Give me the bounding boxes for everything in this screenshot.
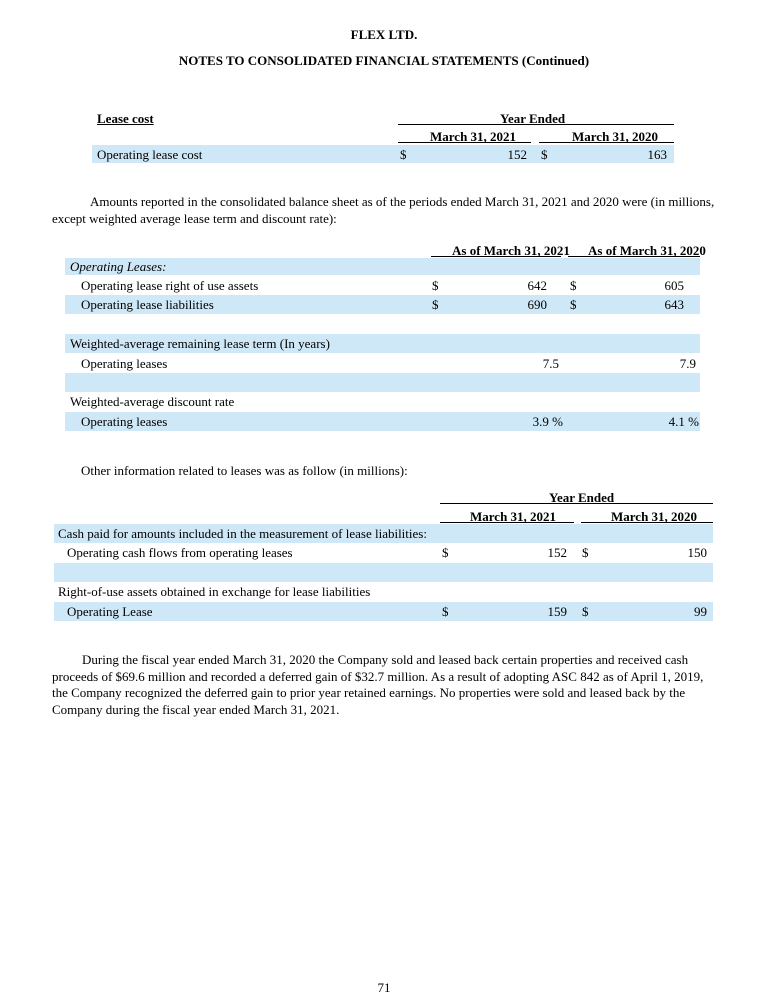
paragraph-other-info: Other information related to leases was as follow (in millions): [81, 463, 408, 478]
lease-liabilities-label: Operating lease liabilities [81, 297, 214, 312]
paragraph-sale-leaseback: During the fiscal year ended March 31, 2020 the Company sold and leased back certain properties and received cash proceeds of $69.6 million and recorded a deferred gain of $32.7 million. As a result of adopting ASC 842 as of April 1, 2019, the Company recognized the deferred gain to prior year retained earnings. No properties were sold and leased back by the Company during the fiscal year ended March 31, 2021. [52, 652, 704, 717]
operating-leases-section: Operating Leases: [70, 259, 167, 274]
col-rule-2021 [431, 256, 561, 257]
lease-term-label: Weighted-average remaining lease term (In years) [70, 336, 330, 351]
operating-cash-flows-label: Operating cash flows from operating leases [67, 545, 293, 560]
lease-cost-2021: 152 [507, 147, 527, 162]
operating-cash-flows-2020: 150 [687, 545, 707, 560]
lease-cost-label: Lease cost [97, 111, 154, 126]
cash-paid-label: Cash paid for amounts included in the measurement of lease liabilities: [58, 526, 427, 541]
col-rule-2020 [581, 522, 713, 523]
lease-term-2021: 7.5 [542, 356, 559, 371]
page-title: NOTES TO CONSOLIDATED FINANCIAL STATEMENTS (Continued) [178, 53, 590, 68]
operating-lease-cost-label: Operating lease cost [97, 147, 203, 162]
currency-symbol: $ [442, 604, 449, 619]
currency-symbol: $ [582, 604, 589, 619]
row-shade [54, 563, 713, 582]
currency-symbol: $ [432, 297, 439, 312]
discount-rate-label: Weighted-average discount rate [70, 394, 235, 409]
company-name: FLEX LTD. [350, 27, 418, 42]
rou-assets-label: Operating lease right of use assets [81, 278, 259, 293]
row-shade [65, 373, 700, 392]
col-header-2020: March 31, 2020 [572, 129, 659, 144]
discount-rate-2021: 3.9 % [532, 414, 563, 429]
col-header-2021: March 31, 2021 [430, 129, 517, 144]
rou-assets-2021: 642 [527, 278, 547, 293]
currency-symbol: $ [432, 278, 439, 293]
col-rule-2021 [398, 142, 531, 143]
paragraph-balance-sheet-intro: Amounts reported in the consolidated balance sheet as of the periods ended March 31, 2021 and 2020 were (in millions, except weighted average lease term and discount rate): [52, 194, 715, 226]
lease-liabilities-2020: 643 [664, 297, 684, 312]
header-rule [440, 503, 713, 504]
col-rule-2020 [539, 142, 674, 143]
currency-symbol: $ [400, 147, 407, 162]
col-header-2021: As of March 31, 2021 [452, 243, 570, 258]
col-header-2020: As of March 31, 2020 [588, 243, 706, 258]
operating-lease-row-label: Operating Lease [67, 604, 153, 619]
col-header-2020: March 31, 2020 [611, 509, 698, 524]
year-ended-header: Year Ended [500, 111, 566, 126]
currency-symbol: $ [442, 545, 449, 560]
lease-term-2020: 7.9 [679, 356, 696, 371]
currency-symbol: $ [570, 297, 577, 312]
currency-symbol: $ [582, 545, 589, 560]
col-header-2021: March 31, 2021 [470, 509, 557, 524]
currency-symbol: $ [541, 147, 548, 162]
discount-rate-2020: 4.1 % [668, 414, 699, 429]
col-rule-2021 [440, 522, 574, 523]
operating-lease-2021: 159 [547, 604, 567, 619]
lease-cost-2020: 163 [647, 147, 667, 162]
year-ended-header: Year Ended [549, 490, 615, 505]
lease-term-row-label: Operating leases [81, 356, 168, 371]
page-number: 71 [377, 980, 391, 995]
discount-rate-row-label: Operating leases [81, 414, 168, 429]
currency-symbol: $ [570, 278, 577, 293]
lease-liabilities-2021: 690 [527, 297, 547, 312]
operating-lease-2020: 99 [694, 604, 707, 619]
rou-assets-2020: 605 [664, 278, 684, 293]
rou-obtained-label: Right-of-use assets obtained in exchange for lease liabilities [58, 584, 371, 599]
operating-cash-flows-2021: 152 [547, 545, 567, 560]
col-rule-2020 [568, 256, 700, 257]
header-rule [398, 124, 674, 125]
